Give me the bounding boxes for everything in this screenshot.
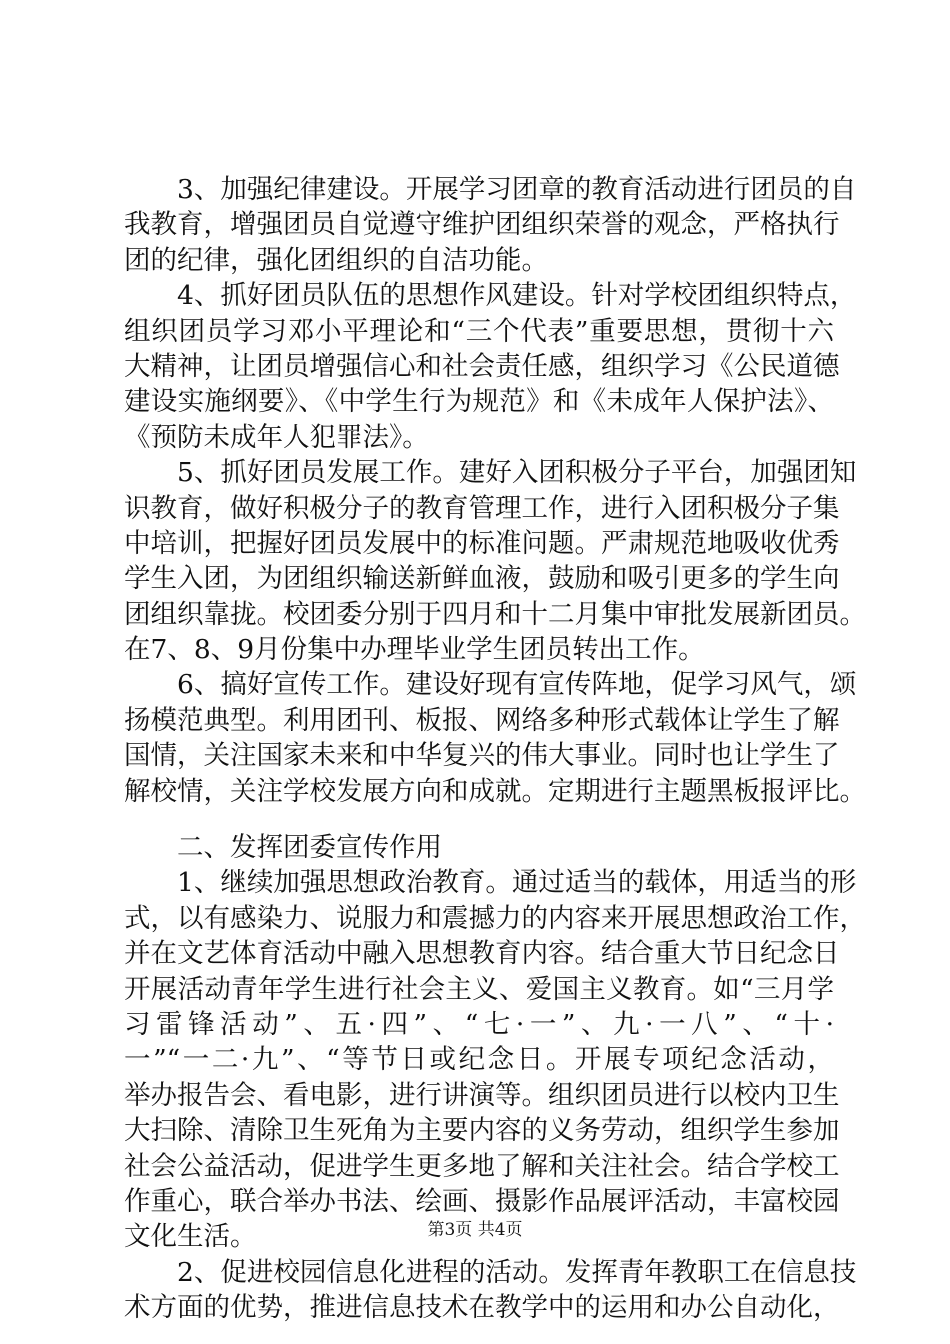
text-line: 团组织靠拢。校团委分别于四月和十二月集中审批发展新团员。 [124, 598, 866, 630]
text-line: 作重心，联合举办书法、绘画、摄影作品展评活动，丰富校园 [124, 1185, 840, 1217]
text-line: 术方面的优势，推进信息技术在教学中的运用和办公自动化， [124, 1292, 840, 1324]
paragraph-4 [124, 278, 857, 455]
text-line: 在7、8、9月份集中办理毕业学生团员转出工作。 [124, 634, 705, 666]
section-heading: 二、发挥团委宣传作用 [177, 832, 442, 864]
text-line: 解校情，关注学校发展方向和成就。定期进行主题黑板报评比。 [124, 775, 866, 807]
paragraph-5 [124, 455, 866, 667]
text-line: 我教育，增强团员自觉遵守维护团组织荣誉的观念，严格执行 [124, 209, 840, 241]
text-line: 式，以有感染力、说服力和震撼力的内容来开展思想政治工作， [124, 902, 866, 934]
text-line: 3、加强纪律建设。开展学习团章的教育活动进行团员的自 [177, 174, 857, 205]
text-line: 国情，关注国家未来和中华复兴的伟大事业。同时也让学生了 [124, 740, 840, 772]
text-line: 中培训，把握好团员发展中的标准问题。严肃规范地吸收优秀 [124, 527, 840, 559]
text-line: 1、继续加强思想政治教育。通过适当的载体，用适当的形 [177, 867, 857, 899]
paragraph-6 [124, 667, 866, 809]
text-line: 大精神，让团员增强信心和社会责任感，组织学习《公民道德 [124, 350, 840, 382]
text-line: 《预防未成年人犯罪法》。 [124, 421, 429, 453]
text-line: 习雷锋活动”、五·四”、“七·一”、九·一八”、“十· [124, 1008, 834, 1040]
text-line: 举办报告会、看电影，进行讲演等。组织团员进行以校内卫生 [124, 1079, 840, 1111]
text-line: 扬模范典型。利用团刊、板报、网络多种形式载体让学生了解 [124, 704, 840, 736]
text-line: 6、搞好宣传工作。建设好现有宣传阵地，促学习风气，颂 [177, 669, 857, 701]
text-line: 一”“一二·九”、“等节日或纪念日。开展专项纪念活动， [124, 1044, 834, 1076]
text-line: 社会公益活动，促进学生更多地了解和关注社会。结合学校工 [124, 1150, 840, 1182]
text-line: 2、促进校园信息化进程的活动。发挥青年教职工在信息技 [177, 1256, 857, 1288]
text-line: 组织团员学习邓小平理论和“三个代表”重要思想，贯彻十六 [124, 315, 834, 347]
page-footer [0, 1215, 950, 1240]
text-line: 4、抓好团员队伍的思想作风建设。针对学校团组织特点， [177, 280, 857, 312]
text-line: 建设实施纲要》、《中学生行为规范》和《未成年人保护法》、 [124, 386, 834, 418]
text-line: 并在文艺体育活动中融入思想教育内容。结合重大节日纪念日 [124, 938, 840, 970]
document-page [124, 172, 866, 1326]
paragraph-3 [124, 172, 857, 278]
text-line: 文化生活。 [124, 1221, 257, 1253]
section-paragraph-2 [124, 1255, 857, 1326]
text-line: 学生入团，为团组织输送新鲜血液，鼓励和吸引更多的学生向 [124, 563, 840, 595]
text-line: 5、抓好团员发展工作。建好入团积极分子平台，加强团知 [177, 457, 857, 489]
section-paragraph-1 [124, 865, 866, 1254]
paragraph-gap [124, 809, 834, 830]
text-line: 开展活动青年学生进行社会主义、爱国主义教育。如“三月学 [124, 973, 834, 1005]
text-line: 大扫除、清除卫生死角为主要内容的义务劳动，组织学生参加 [124, 1115, 840, 1147]
text-line: 识教育，做好积极分子的教育管理工作，进行入团积极分子集 [124, 492, 840, 524]
text-line: 团的纪律，强化团组织的自洁功能。 [124, 244, 548, 276]
page-number-label: 第3页 共4页 [427, 1220, 523, 1240]
